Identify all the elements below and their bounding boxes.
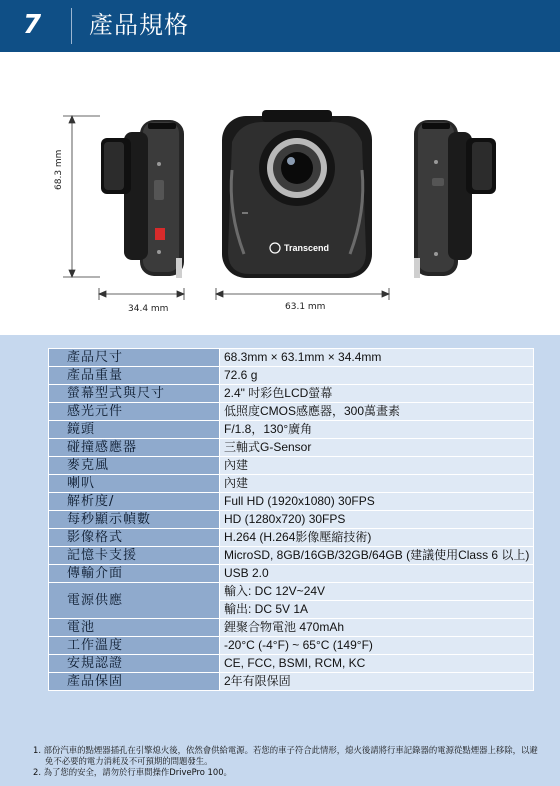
spec-label: 記憶卡支援: [49, 547, 220, 565]
depth-dimension: [99, 288, 184, 300]
spec-value: 2年有限保固: [220, 673, 534, 691]
spec-row: [49, 673, 534, 691]
spec-value: 2.4" 吋彩色LCD螢幕: [220, 385, 534, 403]
spec-row: [49, 439, 534, 457]
spec-value: 72.6 g: [220, 367, 534, 385]
width-label: 63.1 mm: [285, 302, 326, 312]
spec-label: 碰撞感應器: [49, 439, 220, 457]
spec-row: [49, 349, 534, 367]
spec-row: [49, 619, 534, 637]
spec-label: 安規認證: [49, 655, 220, 673]
spec-row: [49, 637, 534, 655]
spec-row: [49, 511, 534, 529]
spec-label: 螢幕型式與尺寸: [49, 385, 220, 403]
spec-label: 產品重量: [49, 367, 220, 385]
spec-value: F/1.8，130°廣角: [220, 421, 534, 439]
spec-row: [49, 565, 534, 583]
spec-row: [49, 529, 534, 547]
spec-value: CE, FCC, BSMI, RCM, KC: [220, 655, 534, 673]
spec-row: [49, 367, 534, 385]
spec-value: 68.3mm × 63.1mm × 34.4mm: [220, 349, 534, 367]
spec-row: [49, 403, 534, 421]
spec-label: 產品尺寸: [49, 349, 220, 367]
spec-value: USB 2.0: [220, 565, 534, 583]
spec-label: 工作溫度: [49, 637, 220, 655]
spec-value: 內建: [220, 475, 534, 493]
chapter-number: 7: [23, 10, 42, 40]
spec-label: 傳輸介面: [49, 565, 220, 583]
right-side-view: [414, 120, 496, 278]
spec-label: 電池: [49, 619, 220, 637]
spec-value: H.264 (H.264影像壓縮技術): [220, 529, 534, 547]
spec-value: 輸出: DC 5V 1A: [220, 601, 534, 619]
footnotes: [33, 745, 543, 778]
height-dimension: [63, 116, 100, 277]
footnote-2: 2. 為了您的安全，請勿於行車間操作DrivePro 100。: [33, 767, 232, 777]
spec-value: 內建: [220, 457, 534, 475]
spec-label: 喇叭: [49, 475, 220, 493]
spec-label: 電源供應: [49, 583, 220, 619]
spec-row: [49, 421, 534, 439]
spec-table: [48, 348, 534, 691]
spec-row: [49, 655, 534, 673]
spec-row: [49, 385, 534, 403]
left-side-view: [101, 120, 184, 278]
spec-value: 低照度CMOS感應器，300萬畫素: [220, 403, 534, 421]
spec-label: 影像格式: [49, 529, 220, 547]
spec-row: [49, 493, 534, 511]
spec-value: 三軸式G-Sensor: [220, 439, 534, 457]
spec-label: 產品保固: [49, 673, 220, 691]
header-divider: [71, 8, 72, 44]
page-header: [0, 0, 560, 52]
spec-row: [49, 475, 534, 493]
brand-logo: Transcend: [284, 243, 330, 253]
spec-row: [49, 583, 534, 601]
front-view: [222, 110, 372, 278]
footnote-1: 1. 部份汽車的點煙器插孔在引擎熄火後，依然會供給電源。若您的車子符合此情形，熄火後請將行車記錄器的電源從點煙器上移除，以避免不必要的電力消耗及不可預期的問題發生。: [33, 745, 538, 766]
spec-value: -20°C (-4°F) ~ 65°C (149°F): [220, 637, 534, 655]
spec-value: 輸入: DC 12V~24V: [220, 583, 534, 601]
product-photos: [0, 52, 560, 342]
width-dimension: [216, 288, 389, 300]
spec-value: MicroSD, 8GB/16GB/32GB/64GB (建議使用Class 6 以上): [220, 547, 534, 565]
spec-value: 鋰聚合物電池 470mAh: [220, 619, 534, 637]
height-label: 68.3 mm: [54, 149, 64, 190]
depth-label: 34.4 mm: [128, 304, 169, 314]
product-views-illustration: [0, 52, 560, 342]
spec-value: Full HD (1920x1080) 30FPS: [220, 493, 534, 511]
spec-value: HD (1280x720) 30FPS: [220, 511, 534, 529]
page-title: 產品規格: [89, 11, 189, 39]
spec-label: 感光元件: [49, 403, 220, 421]
spec-label: 麥克風: [49, 457, 220, 475]
spec-row: [49, 547, 534, 565]
spec-row: [49, 457, 534, 475]
spec-label: 每秒顯示幀數: [49, 511, 220, 529]
spec-label: 解析度/: [49, 493, 220, 511]
spec-label: 鏡頭: [49, 421, 220, 439]
